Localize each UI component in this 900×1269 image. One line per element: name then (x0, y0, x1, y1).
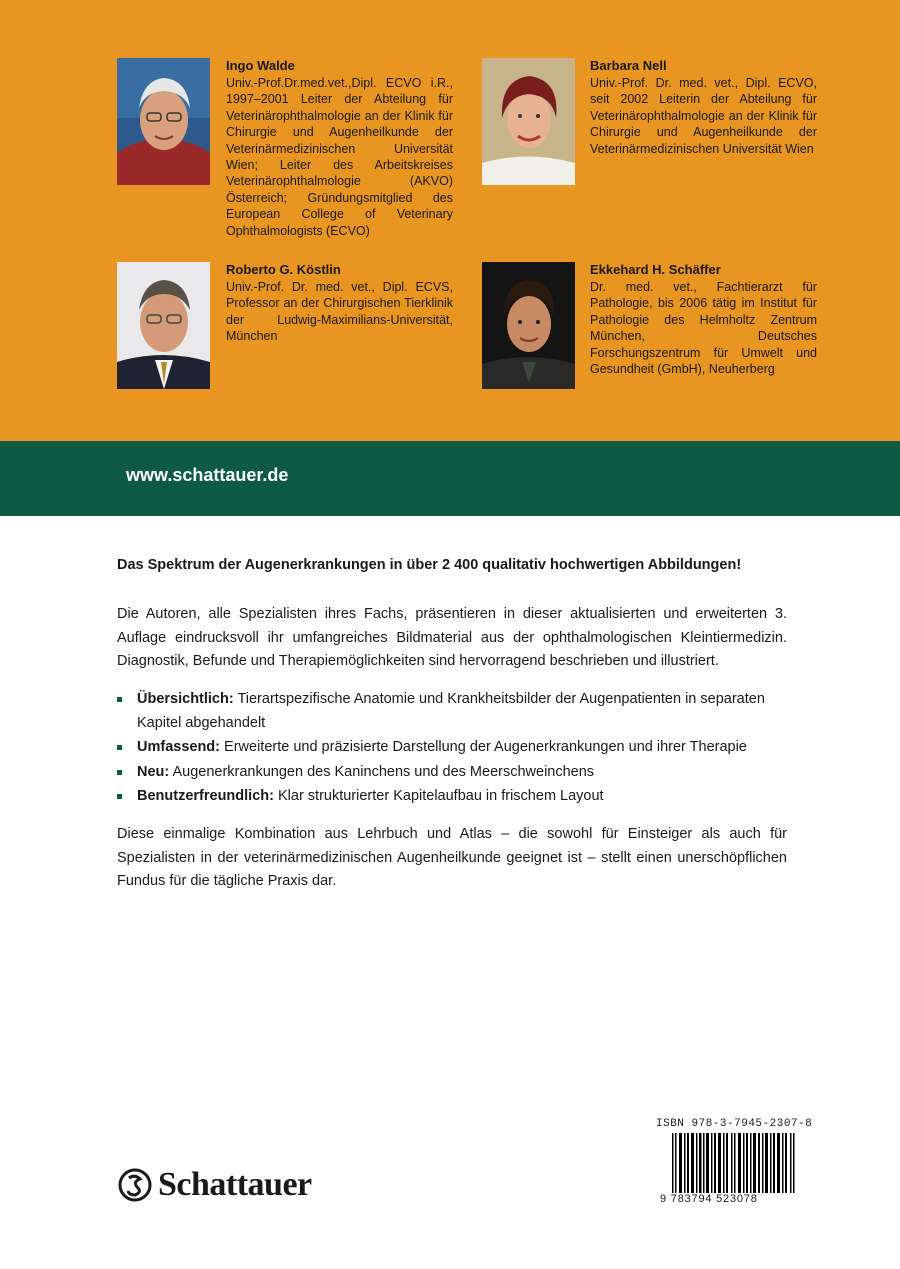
feature-text: Klar strukturierter Kapitelaufbau in frischem Layout (273, 788, 604, 804)
publisher-name: Schattauer (158, 1166, 312, 1203)
bullet-square-icon (117, 697, 122, 702)
feature-label: Übersichtlich: (137, 691, 234, 707)
bullet-square-icon (117, 770, 122, 775)
feature-list (117, 688, 787, 810)
feature-item (117, 785, 787, 809)
author-photo-nell (482, 58, 575, 185)
feature-label: Benutzerfreundlich: (137, 788, 274, 804)
author-bio: Univ.-Prof. Dr. med. vet., Dipl. ECVS, Professor an der Chirurgischen Tierklinik der Ludwig-Maximilians-Universität, München (226, 280, 453, 344)
website-url: www.schattauer.de (126, 465, 289, 485)
closing-paragraph: Diese einmalige Kombination aus Lehrbuch und Atlas – die sowohl für Einsteiger als auch für Spezialisten in der veterinärmedizinischen Augenheilkunde geeignet ist – stellt einen unerschöpflichen Fundus für die tägliche Praxis dar. (117, 826, 787, 889)
author-photo-koestlin (117, 262, 210, 389)
feature-item (117, 688, 787, 735)
author-photo-schaeffer (482, 262, 575, 389)
author-name: Roberto G. Köstlin (226, 262, 341, 277)
author-bio: Univ.-Prof. Dr. med. vet., Dipl. ECVO, seit 2002 Leiterin der Abteilung für Veterinärophthalmologie an der Klinik für Chirurgie und Augenheilkunde der Veterinärmedizinischen Universität Wien (590, 76, 817, 156)
feature-item (117, 736, 787, 760)
author-bio: Dr. med. vet., Fachtierarzt für Pathologie, bis 2006 tätig im Institut für Pathologie des Helmholtz Zentrum München, Deutsches Forschungszentrum für Umwelt und Gesundheit (GmbH), Neuherberg (590, 280, 817, 377)
feature-label: Neu: (137, 763, 170, 780)
feature-text: Erweiterte und präzisierte Darstellung der Augenerkrankungen und ihrer Therapie (220, 739, 747, 755)
author-bio: Univ.-Prof.Dr.med.vet.,Dipl. ECVO i.R., 1997–2001 Leiter der Abteilung für Veterinärophthalmologie an der Klinik für Chirurgie und Augenheilkunde der Veterinärmedizinischen Universität Wien; Leiter des Arbeitskreises Veterinärophthalmologie (AKVO) Österreich; Gründungsmitglied des European College of Veterinary Ophthalmologists (ECVO) (226, 76, 453, 238)
feature-label: Umfassend: (137, 739, 220, 755)
isbn-label: ISBN 978-3-7945-2307-8 (656, 1118, 813, 1130)
headline: Das Spektrum der Augenerkrankungen in über 2 400 qualitativ hochwertigen Abbildungen! (117, 557, 742, 573)
feature-text: Augenerkrankungen des Kaninchens und des Meerschweinchens (169, 763, 595, 780)
intro-paragraph: Die Autoren, alle Spezialisten ihres Fachs, präsentieren in dieser aktualisierten und erweiterten 3. Auflage eindrucksvoll ihr umfangreiches Bildmaterial aus der ophthalmologischen Kleintiermedizin. Diagnostik, Befunde und Therapiemöglichkeiten sind hervorragend beschrieben und illustriert. (117, 606, 787, 669)
publisher-logo (118, 1168, 312, 1202)
publisher-emblem-icon (118, 1168, 152, 1202)
author-name: Ingo Walde (226, 58, 295, 73)
author-name: Ekkehard H. Schäffer (590, 262, 721, 277)
bullet-square-icon (117, 745, 122, 750)
author-name: Barbara Nell (590, 58, 667, 73)
feature-text: Tierartspezifische Anatomie und Krankheitsbilder der Augenpatienten in separaten Kapitel abgehandelt (137, 691, 765, 731)
feature-item (117, 761, 787, 785)
author-photo-walde (117, 58, 210, 185)
barcode-digits: 9 783794 523078 (660, 1193, 800, 1205)
bullet-square-icon (117, 794, 122, 799)
